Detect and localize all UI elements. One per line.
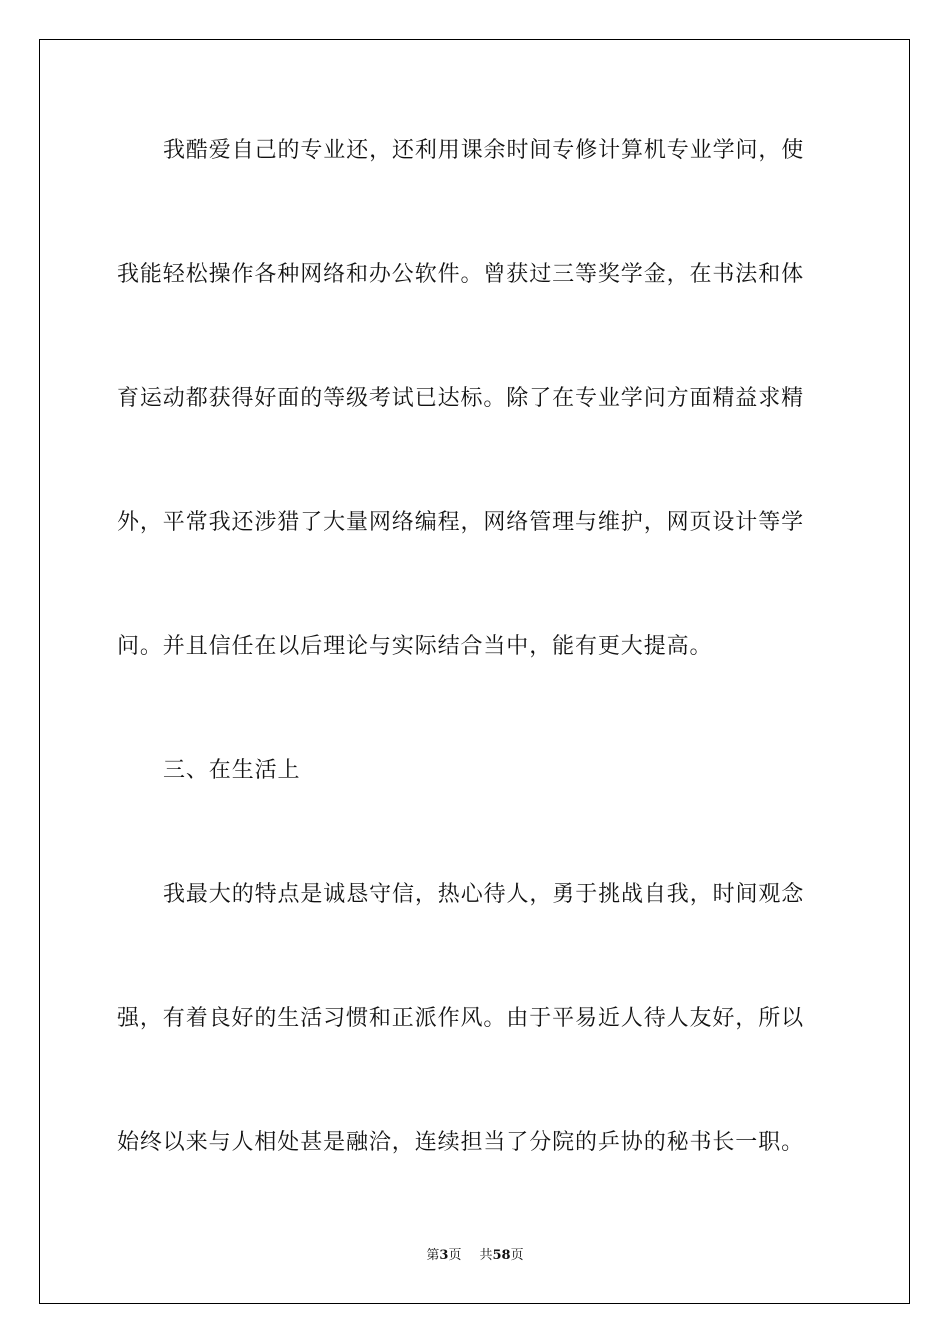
total-suffix: 页 xyxy=(510,1248,524,1263)
paragraph-line: 我最大的特点是诚恳守信，热心待人，勇于挑战自我，时间观念 xyxy=(163,882,805,907)
total-pages: 58 xyxy=(492,1248,511,1263)
paragraph-line: 外，平常我还涉猎了大量网络编程，网络管理与维护，网页设计等学 xyxy=(117,510,805,535)
page-prefix: 第 xyxy=(426,1248,440,1263)
page-border xyxy=(39,39,910,1304)
total-prefix: 共 xyxy=(479,1248,493,1263)
paragraph-line: 问。并且信任在以后理论与实际结合当中，能有更大提高。 xyxy=(117,634,713,659)
paragraph-line: 我能轻松操作各种网络和办公软件。曾获过三等奖学金，在书法和体 xyxy=(117,262,805,287)
paragraph-line: 强，有着良好的生活习惯和正派作风。由于平易近人待人友好，所以 xyxy=(117,1006,805,1031)
page-number: 3 xyxy=(439,1248,449,1263)
paragraph-line: 育运动都获得好面的等级考试已达标。除了在专业学问方面精益求精 xyxy=(117,386,805,411)
page-suffix: 页 xyxy=(448,1248,462,1263)
page-footer xyxy=(0,1247,950,1265)
paragraph-line: 始终以来与人相处甚是融洽，连续担当了分院的乒协的秘书长一职。 xyxy=(117,1130,805,1155)
section-heading: 三、在生活上 xyxy=(163,758,301,783)
paragraph-line: 我酷爱自己的专业还，还利用课余时间专修计算机专业学问，使 xyxy=(163,138,805,163)
